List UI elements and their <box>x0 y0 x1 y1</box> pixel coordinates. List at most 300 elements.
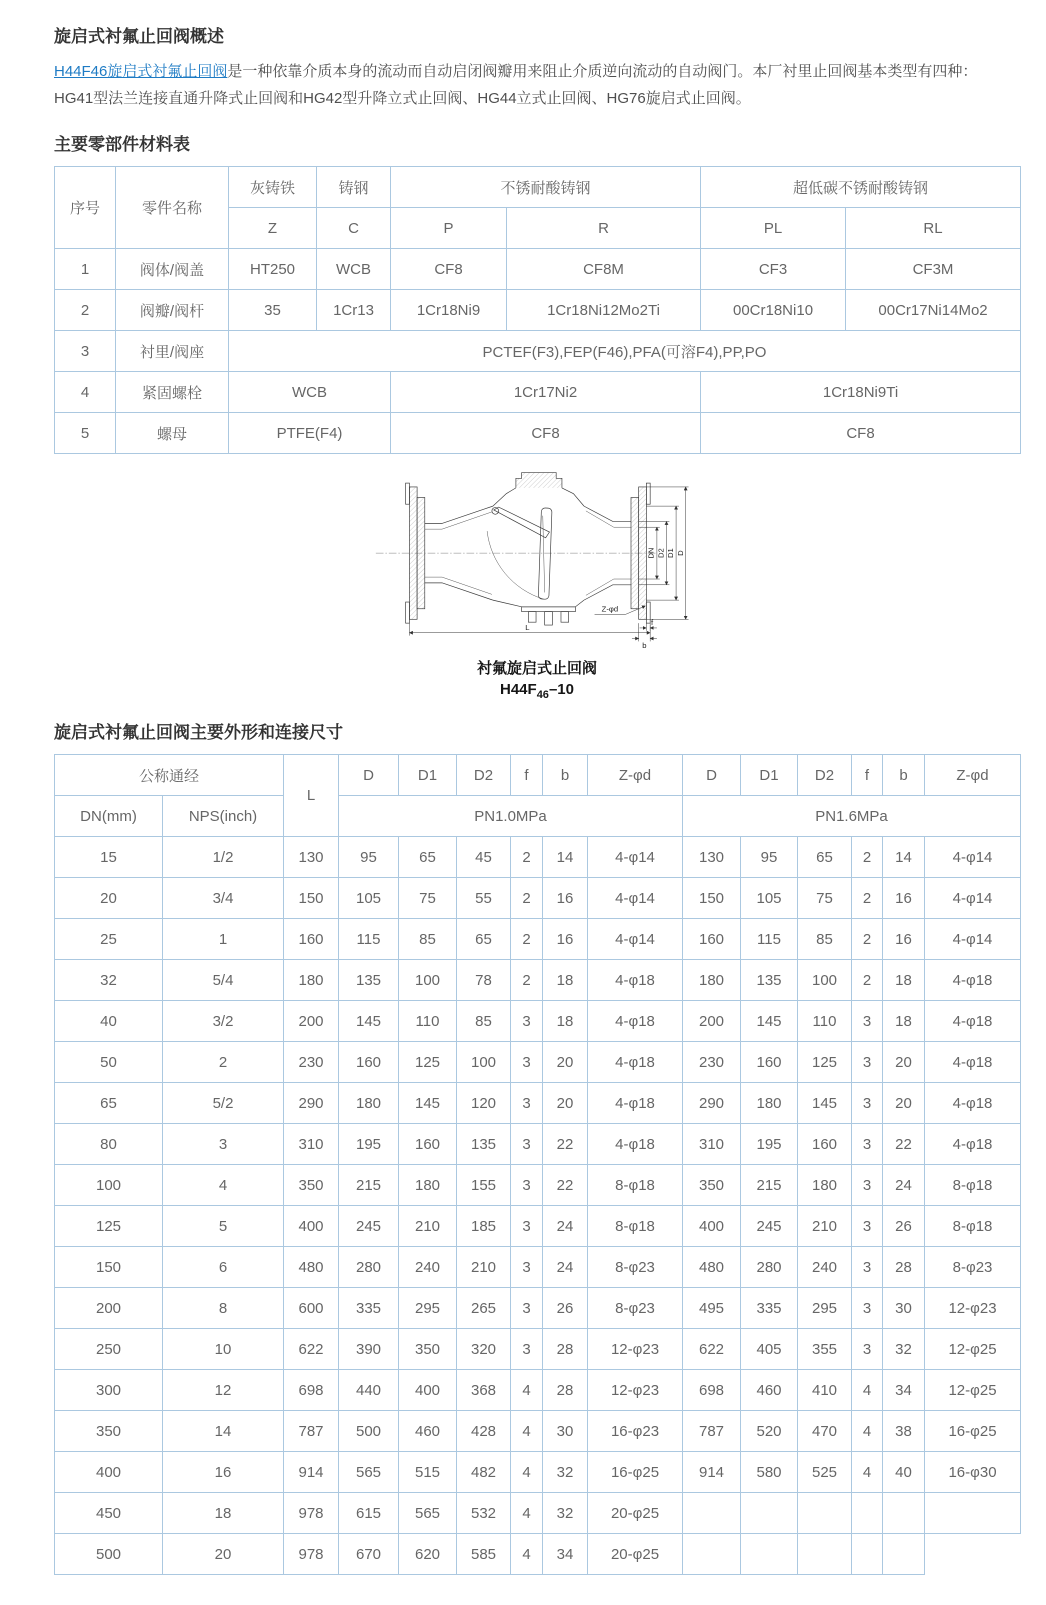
dim-table-cell: 185 <box>457 1206 511 1247</box>
dim-table-cell: 5/4 <box>163 960 284 1001</box>
dim-table-cell: 20-φ25 <box>588 1493 683 1534</box>
dim-table-cell: 3 <box>511 1124 543 1165</box>
dim-table-cell: 3 <box>852 1206 883 1247</box>
dim-table-cell: 14 <box>883 837 925 878</box>
cell-p: CF8 <box>391 249 507 290</box>
cell-no: 2 <box>55 290 116 331</box>
cell-r: 1Cr18Ni12Mo2Ti <box>507 290 701 331</box>
dim-table-row <box>55 1206 1021 1247</box>
cell-zc: PTFE(F4) <box>229 413 391 454</box>
dim-table-cell: 3 <box>852 1042 883 1083</box>
dim-table-cell: 24 <box>543 1206 588 1247</box>
dim-table-cell: 18 <box>543 960 588 1001</box>
dim-table-cell: 180 <box>683 960 741 1001</box>
dimensions-table-body <box>55 837 1021 1575</box>
dim-table-cell <box>852 1534 883 1575</box>
dim-col-d-pn10: D <box>339 755 399 796</box>
dim-table-cell: 3/4 <box>163 878 284 919</box>
dim-table-cell: 400 <box>399 1370 457 1411</box>
dim-table-cell: 295 <box>399 1288 457 1329</box>
intro-paragraph <box>54 58 1016 112</box>
cell-no: 3 <box>55 331 116 372</box>
materials-row <box>55 331 1021 372</box>
dim-col-d1-pn10: D1 <box>399 755 457 796</box>
dim-table-cell: 280 <box>741 1247 798 1288</box>
dim-table-cell: 2 <box>511 837 543 878</box>
dim-table-row <box>55 1411 1021 1452</box>
materials-subcol-r: R <box>507 208 701 249</box>
dim-table-cell: 16-φ25 <box>925 1411 1021 1452</box>
dim-table-cell: 4-φ14 <box>925 878 1021 919</box>
dim-table-cell: 180 <box>284 960 339 1001</box>
dim-col-d1-pn16: D1 <box>741 755 798 796</box>
dim-table-cell: 160 <box>284 919 339 960</box>
dim-col-dn-mm: DN(mm) <box>55 796 163 837</box>
dim-table-cell: 4-φ14 <box>588 837 683 878</box>
dim-table-cell: 3/2 <box>163 1001 284 1042</box>
dim-table-cell: 4-φ18 <box>925 1042 1021 1083</box>
dim-table-cell: 105 <box>741 878 798 919</box>
cell-pr: 1Cr17Ni2 <box>391 372 701 413</box>
dim-table-cell: 4-φ18 <box>925 1001 1021 1042</box>
dim-table-cell: 4-φ18 <box>588 1124 683 1165</box>
materials-title: 主要零部件材料表 <box>54 135 190 154</box>
dim-col-l: L <box>284 755 339 837</box>
dim-table-cell: 400 <box>284 1206 339 1247</box>
cell-rl: 00Cr17Ni14Mo2 <box>846 290 1021 331</box>
dim-table-row <box>55 1083 1021 1124</box>
figure-caption-model: $H44F_{46}-10$ <box>500 681 574 701</box>
materials-subcol-c: C <box>317 208 391 249</box>
dim-table-cell: 368 <box>457 1370 511 1411</box>
dim-table-cell: 160 <box>798 1124 852 1165</box>
dim-table-cell: 32 <box>55 960 163 1001</box>
dim-label-d: D <box>675 550 685 556</box>
dim-table-cell: 230 <box>683 1042 741 1083</box>
dim-table-cell: 32 <box>543 1452 588 1493</box>
dim-table-cell: 4-φ14 <box>925 837 1021 878</box>
dim-table-cell: 2 <box>511 919 543 960</box>
dim-table-cell: 45 <box>457 837 511 878</box>
dim-table-cell: 28 <box>543 1370 588 1411</box>
dim-table-cell: 125 <box>798 1042 852 1083</box>
dim-table-cell: 75 <box>399 878 457 919</box>
dim-table-cell <box>798 1493 852 1534</box>
dim-table-cell: 3 <box>163 1124 284 1165</box>
dim-table-cell: 130 <box>683 837 741 878</box>
dim-table-cell: 18 <box>543 1001 588 1042</box>
dim-table-cell: 32 <box>883 1329 925 1370</box>
dim-table-cell: 3 <box>511 1042 543 1083</box>
dim-table-cell: 295 <box>798 1288 852 1329</box>
dim-table-cell: 16 <box>883 878 925 919</box>
dim-table-cell: 85 <box>798 919 852 960</box>
dim-table-cell: 2 <box>511 878 543 919</box>
dim-table-cell: 3 <box>511 1165 543 1206</box>
materials-row <box>55 249 1021 290</box>
dim-table-cell: 290 <box>284 1083 339 1124</box>
dim-table-cell: 20 <box>163 1534 284 1575</box>
dim-table-cell: 250 <box>55 1329 163 1370</box>
dim-table-cell: 2 <box>511 960 543 1001</box>
dim-table-cell: 12 <box>163 1370 284 1411</box>
dim-group-pn16: PN1.6MPa <box>683 796 1021 837</box>
dim-table-cell: 14 <box>163 1411 284 1452</box>
dim-table-cell: 265 <box>457 1288 511 1329</box>
dim-table-cell: 200 <box>683 1001 741 1042</box>
cell-zc: WCB <box>229 372 391 413</box>
dim-table-cell: 4 <box>852 1411 883 1452</box>
dim-group-pn10: PN1.0MPa <box>339 796 683 837</box>
dim-col-f-pn16: f <box>852 755 883 796</box>
materials-row <box>55 290 1021 331</box>
dim-table-row <box>55 1493 1021 1534</box>
dim-table-cell: 65 <box>55 1083 163 1124</box>
dim-table-cell: 15 <box>55 837 163 878</box>
dim-table-cell: 145 <box>798 1083 852 1124</box>
dim-table-cell: 320 <box>457 1329 511 1370</box>
dim-table-cell: 38 <box>883 1411 925 1452</box>
dim-table-cell: 428 <box>457 1411 511 1452</box>
dim-table-cell: 3 <box>852 1083 883 1124</box>
dim-table-cell: 85 <box>457 1001 511 1042</box>
dim-label-f: f <box>651 618 654 628</box>
dim-table-cell: 34 <box>883 1370 925 1411</box>
dim-table-cell: 4-φ14 <box>925 919 1021 960</box>
dim-table-cell: 195 <box>339 1124 399 1165</box>
dim-table-row <box>55 1247 1021 1288</box>
figure-caption <box>477 658 597 706</box>
dim-table-cell: 4-φ14 <box>588 919 683 960</box>
dim-table-cell: 280 <box>339 1247 399 1288</box>
figure-caption-name: 衬氟旋启式止回阀 <box>476 660 597 677</box>
dim-table-cell: 180 <box>741 1083 798 1124</box>
dim-table-cell: 215 <box>339 1165 399 1206</box>
dim-table-cell: 520 <box>741 1411 798 1452</box>
dim-table-cell: 245 <box>339 1206 399 1247</box>
dim-table-cell: 16 <box>163 1452 284 1493</box>
dim-table-cell: 20-φ25 <box>588 1534 683 1575</box>
dim-table-cell: 4-φ18 <box>925 1124 1021 1165</box>
dim-table-row <box>55 1534 1021 1575</box>
dim-table-cell: 525 <box>798 1452 852 1493</box>
dim-table-row <box>55 1165 1021 1206</box>
dim-table-cell: 4-φ18 <box>588 960 683 1001</box>
cell-pl: 00Cr18Ni10 <box>701 290 846 331</box>
dim-table-cell: 914 <box>683 1452 741 1493</box>
dim-table-cell: 3 <box>511 1288 543 1329</box>
dim-col-nps-inch: NPS(inch) <box>163 796 284 837</box>
dim-col-nominal-diameter: 公称通经 <box>55 755 284 796</box>
dim-table-cell: 4 <box>511 1493 543 1534</box>
dim-table-cell: 3 <box>852 1124 883 1165</box>
product-link[interactable]: H44F46旋启式衬氟止回阀 <box>54 63 228 80</box>
dim-table-cell: 28 <box>543 1329 588 1370</box>
dim-table-cell: 32 <box>543 1493 588 1534</box>
dim-label-b: b <box>642 641 647 650</box>
dim-table-cell: 500 <box>55 1534 163 1575</box>
dim-table-cell <box>741 1493 798 1534</box>
dim-table-cell: 65 <box>798 837 852 878</box>
dim-table-cell: 4-φ18 <box>925 960 1021 1001</box>
dim-table-cell: 20 <box>883 1083 925 1124</box>
cell-p: 1Cr18Ni9 <box>391 290 507 331</box>
dim-table-cell: 160 <box>339 1042 399 1083</box>
dim-table-cell: 20 <box>543 1083 588 1124</box>
dim-table-cell <box>883 1493 925 1534</box>
dim-table-cell: 34 <box>543 1534 588 1575</box>
cell-z: 35 <box>229 290 317 331</box>
dim-table-cell: 460 <box>399 1411 457 1452</box>
materials-table <box>54 166 1021 454</box>
dim-table-cell: 4-φ18 <box>588 1083 683 1124</box>
dim-table-cell <box>683 1493 741 1534</box>
dim-table-cell: 20 <box>55 878 163 919</box>
dim-table-cell: 480 <box>284 1247 339 1288</box>
dim-table-cell: 1 <box>163 919 284 960</box>
dim-table-cell: 180 <box>339 1083 399 1124</box>
dim-table-cell: 100 <box>55 1165 163 1206</box>
dim-table-cell: 390 <box>339 1329 399 1370</box>
dim-table-cell: 16-φ30 <box>925 1452 1021 1493</box>
dim-table-cell: 100 <box>399 960 457 1001</box>
dim-table-cell: 8-φ18 <box>925 1165 1021 1206</box>
dim-table-row <box>55 960 1021 1001</box>
materials-subcol-z: Z <box>229 208 317 249</box>
dim-table-cell: 698 <box>284 1370 339 1411</box>
dim-table-cell: 3 <box>852 1247 883 1288</box>
cell-c: WCB <box>317 249 391 290</box>
dim-table-cell: 8-φ18 <box>588 1206 683 1247</box>
dim-table-cell: 470 <box>798 1411 852 1452</box>
dim-table-cell: 240 <box>399 1247 457 1288</box>
dim-table-cell: 95 <box>339 837 399 878</box>
dim-table-cell: 16 <box>543 878 588 919</box>
dim-table-cell: 400 <box>55 1452 163 1493</box>
dim-table-cell: 75 <box>798 878 852 919</box>
cell-part: 螺母 <box>116 413 229 454</box>
materials-row <box>55 372 1021 413</box>
dim-table-cell: 565 <box>339 1452 399 1493</box>
dim-table-cell: 145 <box>339 1001 399 1042</box>
dim-table-cell: 18 <box>163 1493 284 1534</box>
dim-table-cell: 3 <box>511 1329 543 1370</box>
dim-table-cell: 3 <box>511 1083 543 1124</box>
dim-table-cell: 335 <box>741 1288 798 1329</box>
materials-col-ultra-low-carbon: 超低碳不锈耐酸铸钢 <box>701 167 1021 208</box>
materials-col-part: 零件名称 <box>116 167 229 249</box>
materials-header-row-1 <box>55 167 1021 208</box>
dim-table-cell: 210 <box>399 1206 457 1247</box>
dim-table-cell: 130 <box>284 837 339 878</box>
dim-table-cell: 3 <box>852 1329 883 1370</box>
dim-table-cell: 310 <box>683 1124 741 1165</box>
overview-title: 旋启式衬氟止回阀概述 <box>54 27 224 46</box>
dim-table-cell: 16-φ23 <box>588 1411 683 1452</box>
dim-table-cell: 4 <box>163 1165 284 1206</box>
dim-table-row <box>55 1329 1021 1370</box>
dim-table-cell: 620 <box>399 1534 457 1575</box>
dim-table-cell: 210 <box>457 1247 511 1288</box>
dim-table-cell: 6 <box>163 1247 284 1288</box>
dim-table-cell: 200 <box>55 1288 163 1329</box>
dimensions-table <box>54 754 1021 1575</box>
dim-table-cell: 480 <box>683 1247 741 1288</box>
dim-table-cell: 8 <box>163 1288 284 1329</box>
dim-table-cell: 105 <box>339 878 399 919</box>
dim-table-cell: 180 <box>798 1165 852 1206</box>
dim-table-cell: 100 <box>457 1042 511 1083</box>
dim-table-cell: 670 <box>339 1534 399 1575</box>
dim-table-row <box>55 878 1021 919</box>
dim-table-cell: 460 <box>741 1370 798 1411</box>
dim-table-cell: 3 <box>852 1001 883 1042</box>
dim-table-cell: 600 <box>284 1288 339 1329</box>
cell-pr: CF8 <box>391 413 701 454</box>
dim-table-cell: 65 <box>399 837 457 878</box>
dim-table-cell: 3 <box>852 1288 883 1329</box>
dim-table-cell: 78 <box>457 960 511 1001</box>
dim-table-cell: 5 <box>163 1206 284 1247</box>
dim-table-cell: 787 <box>284 1411 339 1452</box>
cell-part: 紧固螺栓 <box>116 372 229 413</box>
materials-col-stainless: 不锈耐酸铸钢 <box>391 167 701 208</box>
dim-table-cell: 8-φ23 <box>925 1247 1021 1288</box>
cell-no: 1 <box>55 249 116 290</box>
dim-table-row <box>55 1042 1021 1083</box>
dim-label-d2: D2 <box>656 548 666 559</box>
dim-table-cell: 28 <box>883 1247 925 1288</box>
dim-table-cell: 14 <box>543 837 588 878</box>
dim-table-cell: 50 <box>55 1042 163 1083</box>
dim-table-cell: 18 <box>883 960 925 1001</box>
dim-table-cell: 240 <box>798 1247 852 1288</box>
dim-table-cell <box>741 1534 798 1575</box>
dim-table-cell: 22 <box>543 1165 588 1206</box>
dim-table-cell: 8-φ18 <box>588 1165 683 1206</box>
dim-table-cell: 12-φ23 <box>588 1329 683 1370</box>
dim-table-cell: 115 <box>339 919 399 960</box>
dim-table-cell: 16 <box>883 919 925 960</box>
dim-table-cell: 25 <box>55 919 163 960</box>
dim-col-d-pn16: D <box>683 755 741 796</box>
dim-table-cell: 4 <box>852 1452 883 1493</box>
valve-figure <box>54 462 1020 706</box>
dim-col-f-pn10: f <box>511 755 543 796</box>
cell-part: 阀瓣/阀杆 <box>116 290 229 331</box>
dim-table-row <box>55 919 1021 960</box>
cell-z: HT250 <box>229 249 317 290</box>
dim-table-cell: 2 <box>852 919 883 960</box>
dimensions-header-row-2 <box>55 796 1021 837</box>
dim-table-cell: 55 <box>457 878 511 919</box>
dim-table-cell <box>883 1534 925 1575</box>
dim-table-cell: 978 <box>284 1534 339 1575</box>
dim-table-cell: 155 <box>457 1165 511 1206</box>
dim-table-cell <box>683 1534 741 1575</box>
dim-table-cell: 2 <box>163 1042 284 1083</box>
dim-table-cell: 290 <box>683 1083 741 1124</box>
dim-col-d2-pn16: D2 <box>798 755 852 796</box>
dim-table-cell: 150 <box>683 878 741 919</box>
dim-table-cell: 495 <box>683 1288 741 1329</box>
dim-table-cell: 8-φ23 <box>588 1288 683 1329</box>
dim-table-cell: 914 <box>284 1452 339 1493</box>
dim-table-cell: 4 <box>511 1452 543 1493</box>
dim-table-cell: 150 <box>284 878 339 919</box>
dim-table-cell: 125 <box>55 1206 163 1247</box>
dim-table-cell: 4-φ14 <box>588 878 683 919</box>
dim-label-l: L <box>525 622 530 632</box>
dim-table-cell: 160 <box>741 1042 798 1083</box>
materials-col-gray-iron: 灰铸铁 <box>229 167 317 208</box>
dim-label-d1: D1 <box>666 548 676 559</box>
dim-table-cell: 310 <box>284 1124 339 1165</box>
dim-table-cell: 4-φ18 <box>588 1001 683 1042</box>
dim-table-cell: 615 <box>339 1493 399 1534</box>
cell-lining-materials: PCTEF(F3),FEP(F46),PFA(可溶F4),PP,PO <box>229 331 1021 372</box>
dim-table-cell: 8-φ18 <box>925 1206 1021 1247</box>
dim-table-cell: 120 <box>457 1083 511 1124</box>
dim-table-cell: 100 <box>798 960 852 1001</box>
dim-table-row <box>55 1452 1021 1493</box>
dim-table-cell: 215 <box>741 1165 798 1206</box>
cell-no: 5 <box>55 413 116 454</box>
dim-table-cell: 26 <box>883 1206 925 1247</box>
dim-table-cell: 145 <box>399 1083 457 1124</box>
dim-table-cell: 12-φ25 <box>925 1329 1021 1370</box>
dim-table-cell: 698 <box>683 1370 741 1411</box>
dim-table-cell: 230 <box>284 1042 339 1083</box>
dim-table-cell: 95 <box>741 837 798 878</box>
dim-table-cell: 160 <box>399 1124 457 1165</box>
dim-table-cell: 1/2 <box>163 837 284 878</box>
dim-table-cell: 3 <box>511 1001 543 1042</box>
dim-table-cell: 355 <box>798 1329 852 1370</box>
dim-table-cell: 2 <box>852 960 883 1001</box>
dim-table-cell: 110 <box>798 1001 852 1042</box>
dim-table-cell: 195 <box>741 1124 798 1165</box>
dim-table-row <box>55 1370 1021 1411</box>
dim-table-cell: 26 <box>543 1288 588 1329</box>
dim-table-cell: 622 <box>284 1329 339 1370</box>
dim-table-row <box>55 1124 1021 1165</box>
dim-table-cell: 978 <box>284 1493 339 1534</box>
dim-table-cell: 4-φ18 <box>588 1042 683 1083</box>
dim-table-cell: 335 <box>339 1288 399 1329</box>
dim-table-cell: 80 <box>55 1124 163 1165</box>
cell-plrl: CF8 <box>701 413 1021 454</box>
dim-table-cell: 30 <box>883 1288 925 1329</box>
dim-table-cell: 40 <box>883 1452 925 1493</box>
valve-cross-section-drawing <box>369 462 705 650</box>
dim-table-cell: 30 <box>543 1411 588 1452</box>
dim-col-d2-pn10: D2 <box>457 755 511 796</box>
dim-table-cell: 12-φ25 <box>925 1370 1021 1411</box>
dim-table-cell: 24 <box>543 1247 588 1288</box>
dim-table-cell: 350 <box>55 1411 163 1452</box>
dim-table-cell: 210 <box>798 1206 852 1247</box>
cell-r: CF8M <box>507 249 701 290</box>
dim-table-cell: 180 <box>399 1165 457 1206</box>
dim-table-cell: 18 <box>883 1001 925 1042</box>
dim-table-cell: 8-φ23 <box>588 1247 683 1288</box>
dim-table-cell: 20 <box>543 1042 588 1083</box>
dim-table-row <box>55 1288 1021 1329</box>
cell-no: 4 <box>55 372 116 413</box>
dim-label-dn: DN <box>646 547 656 559</box>
dim-table-cell: 4 <box>511 1534 543 1575</box>
